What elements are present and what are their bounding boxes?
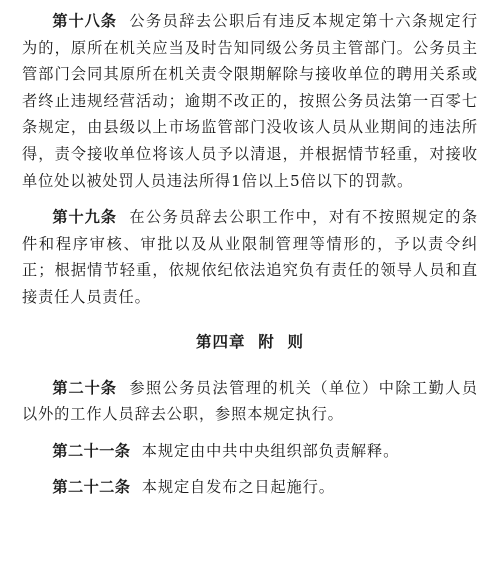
article-text: 本规定由中共中央组织部负责解释。 [141,441,400,460]
article-20 [22,375,478,428]
article-22 [22,474,478,501]
article-text: 在公务员辞去公职工作中，对有不按照规定的条件和程序审核、审批以及从业限制管理等情形的，予以责令纠正；根据情节轻重，依规依纪依法追究负有责任的领导人员和直接责任人员责任。 [22,208,478,306]
spacer [22,311,478,329]
article-18 [22,8,478,194]
spacer [22,464,478,474]
document-page [22,8,478,501]
article-number: 第二十二条 [52,478,131,497]
spacer [22,194,478,204]
article-text: 参照公务员法管理的机关（单位）中除工勤人员以外的工作人员辞去公职，参照本规定执行。 [22,378,478,424]
article-19 [22,204,478,310]
article-number: 第十九条 [52,208,117,227]
spacer [22,428,478,438]
article-21 [22,438,478,465]
article-number: 第十八条 [52,12,117,30]
article-number: 第二十条 [52,378,117,397]
article-text: 公务员辞去公职后有违反本规定第十六条规定行为的，原所在机关应当及时告知同级公务员主管部门。公务员主管部门会同其原所在机关责令限期解除与接收单位的聘用关系或者终止违规经营活动；逾期不改正的，按照公务员法第一百零七条规定，由县级以上市场监管部门没收该人员从业期间的违法所得，责令接收单位将该人员予以清退，并根据情节轻重，对接收单位处以被处罚人员违法所得1倍以上5倍以下的罚款。 [22,12,478,190]
article-text: 本规定自发布之日起施行。 [141,478,335,497]
spacer [22,355,478,375]
article-number: 第二十一条 [52,441,131,460]
chapter-heading: 第四章 附 则 [195,332,305,351]
